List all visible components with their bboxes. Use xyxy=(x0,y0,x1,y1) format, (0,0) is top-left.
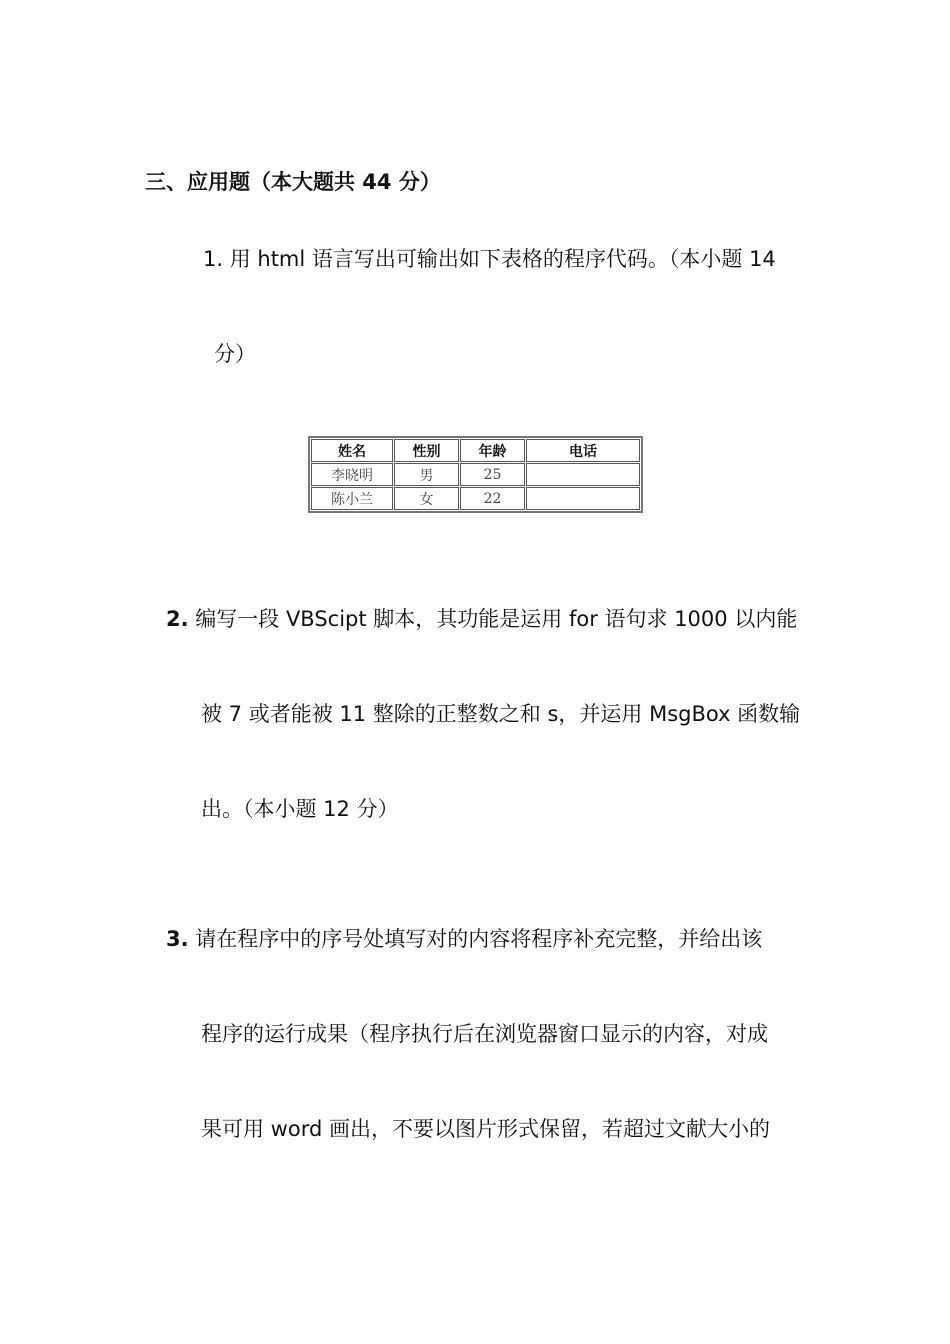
sample-student-table xyxy=(308,436,643,513)
question-2-text-line-1 xyxy=(166,605,797,633)
table-row xyxy=(311,487,640,510)
cell-phone xyxy=(526,463,640,486)
question-3-text-line-3: 果可用 word 画出，不要以图片形式保留，若超过文献大小的 xyxy=(201,1117,770,1141)
cell-age: 25 xyxy=(460,463,525,486)
section-heading: 三、应用题（本大题共 44 分） xyxy=(145,170,441,194)
table-header-row xyxy=(311,439,640,462)
question-3-text-line-1-body: 请在程序中的序号处填写对的内容将程序补充完整，并给出该 xyxy=(188,927,763,951)
cell-gender: 女 xyxy=(394,487,459,510)
column-header-age: 年龄 xyxy=(460,439,525,462)
cell-gender: 男 xyxy=(394,463,459,486)
cell-name: 李晓明 xyxy=(311,463,393,486)
question-2-number: 2. xyxy=(166,607,189,631)
cell-name: 陈小兰 xyxy=(311,487,393,510)
question-3-text-line-1 xyxy=(166,925,762,953)
question-1-text-line-2: 分） xyxy=(214,342,256,366)
table-row xyxy=(311,463,640,486)
question-1-text-line-1: 1. 用 html 语言写出可输出如下表格的程序代码。（本小题 14 xyxy=(203,247,776,271)
cell-age: 22 xyxy=(460,487,525,510)
question-3-text-line-2: 程序的运行成果（程序执行后在浏览器窗口显示的内容，对成 xyxy=(201,1022,768,1046)
question-3-number: 3. xyxy=(166,927,189,951)
column-header-phone: 电话 xyxy=(526,439,640,462)
question-2-text-line-1-body: 编写一段 VBScipt 脚本，其功能是运用 for 语句求 1000 以内能 xyxy=(188,607,798,631)
question-2-text-line-3: 出。（本小题 12 分） xyxy=(201,797,399,821)
column-header-gender: 性别 xyxy=(394,439,459,462)
column-header-name: 姓名 xyxy=(311,439,393,462)
cell-phone xyxy=(526,487,640,510)
question-2-text-line-2: 被 7 或者能被 11 整除的正整数之和 s，并运用 MsgBox 函数输 xyxy=(201,702,801,726)
